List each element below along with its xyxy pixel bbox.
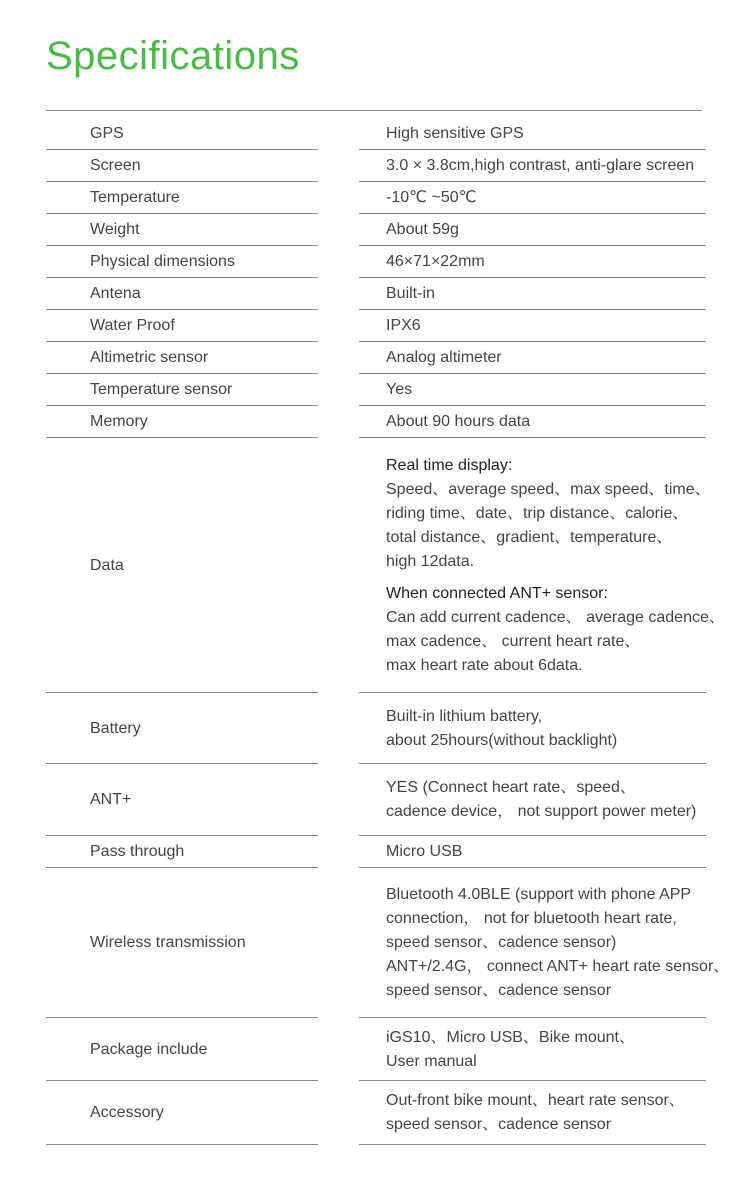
spec-value bbox=[386, 406, 530, 438]
spec-value bbox=[386, 836, 462, 868]
spec-key: Wireless transmission bbox=[90, 934, 246, 951]
spec-row bbox=[0, 150, 750, 182]
spec-key: Accessory bbox=[90, 1104, 164, 1121]
spec-value-line: High sensitive GPS bbox=[386, 125, 524, 142]
spec-value-line: IPX6 bbox=[386, 317, 421, 334]
spec-value bbox=[386, 693, 617, 764]
spec-key: Physical dimensions bbox=[90, 253, 235, 270]
spec-value-line: About 59g bbox=[386, 221, 459, 238]
spec-row bbox=[0, 1081, 750, 1145]
spec-value-line: Speed、average speed、max speed、time、 bbox=[386, 480, 711, 498]
spec-value-line: max cadence、 current heart rate、 bbox=[386, 632, 641, 650]
spec-value-line: Bluetooth 4.0BLE (support with phone APP bbox=[386, 886, 692, 903]
row-divider-right bbox=[359, 1144, 706, 1145]
spec-row bbox=[0, 278, 750, 310]
spec-value-line: 3.0 × 3.8cm,high contrast, anti-glare screen bbox=[386, 157, 695, 174]
spec-value bbox=[386, 246, 485, 278]
spec-row bbox=[0, 406, 750, 438]
spec-value-subheading: Real time display: bbox=[386, 456, 513, 474]
spec-value-line: About 90 hours data bbox=[386, 413, 531, 430]
spec-value-line: high 12data. bbox=[386, 552, 475, 570]
spec-row bbox=[0, 868, 750, 1018]
spec-value-line: Micro USB bbox=[386, 843, 463, 860]
spec-row bbox=[0, 310, 750, 342]
spec-row bbox=[0, 693, 750, 764]
spec-value-line: cadence device， not support power meter) bbox=[386, 803, 697, 820]
spec-value-line: Out-front bike mount、heart rate sensor、 bbox=[386, 1092, 685, 1109]
spec-key: Data bbox=[90, 556, 124, 574]
spec-value bbox=[386, 310, 421, 342]
spec-value-line: iGS10、Micro USB、Bike mount、 bbox=[386, 1028, 635, 1046]
spec-row bbox=[0, 118, 750, 150]
spec-value-line: total distance、gradient、temperature、 bbox=[386, 528, 673, 546]
spec-value bbox=[386, 868, 729, 1018]
spec-key: ANT+ bbox=[90, 791, 132, 808]
spec-value-line: Yes bbox=[386, 381, 413, 398]
spec-key: Antena bbox=[90, 285, 141, 302]
spec-value bbox=[386, 214, 459, 246]
spec-value-line: Can add current cadence、 average cadence、 bbox=[386, 608, 725, 626]
spec-value-line: riding time、date、trip distance、calorie、 bbox=[386, 504, 689, 522]
spec-key: Temperature sensor bbox=[90, 381, 233, 398]
spec-key: Temperature bbox=[90, 189, 180, 206]
spec-row bbox=[0, 374, 750, 406]
spec-value-line: speed sensor、cadence sensor bbox=[386, 982, 612, 999]
page-title: Specifications bbox=[46, 34, 300, 78]
spec-value bbox=[386, 438, 725, 693]
spec-value-line: YES (Connect heart rate、speed、 bbox=[386, 779, 636, 796]
spec-value-line: speed sensor、cadence sensor) bbox=[386, 934, 617, 951]
spec-row bbox=[0, 438, 750, 693]
spec-value-line: -10℃ ~50℃ bbox=[386, 189, 477, 206]
spec-row bbox=[0, 214, 750, 246]
row-divider-left bbox=[46, 1144, 318, 1145]
spec-value bbox=[386, 182, 477, 214]
spec-value bbox=[386, 374, 412, 406]
spec-row bbox=[0, 246, 750, 278]
spec-key: Weight bbox=[90, 221, 140, 238]
spec-value-line: Analog altimeter bbox=[386, 349, 502, 366]
spec-key: Water Proof bbox=[90, 317, 175, 334]
spec-value bbox=[386, 764, 696, 836]
spec-value bbox=[386, 150, 694, 182]
spec-value-line: speed sensor、cadence sensor bbox=[386, 1116, 612, 1133]
spec-value-line: max heart rate about 6data. bbox=[386, 656, 583, 674]
spec-row bbox=[0, 764, 750, 836]
spec-key: Pass through bbox=[90, 843, 185, 860]
spec-key: GPS bbox=[90, 125, 124, 142]
spec-value-line: 46×71×22mm bbox=[386, 253, 485, 270]
spec-row bbox=[0, 836, 750, 868]
spec-key: Package include bbox=[90, 1040, 208, 1058]
spec-key: Memory bbox=[90, 413, 148, 430]
spec-value-line: Built-in bbox=[386, 285, 435, 302]
spec-value-line: ANT+/2.4G， connect ANT+ heart rate sensor、 bbox=[386, 958, 730, 975]
spec-key: Altimetric sensor bbox=[90, 349, 209, 366]
spec-row bbox=[0, 342, 750, 374]
spec-key: Screen bbox=[90, 157, 141, 174]
spec-value bbox=[386, 278, 435, 310]
spec-value-line: connection， not for bluetooth heart rate, bbox=[386, 910, 677, 927]
spec-value-subheading: When connected ANT+ sensor: bbox=[386, 584, 608, 602]
spec-value bbox=[386, 118, 524, 150]
top-divider bbox=[46, 110, 702, 111]
spec-value-line: Built-in lithium battery, bbox=[386, 707, 543, 725]
spec-row bbox=[0, 1018, 750, 1081]
spec-key: Battery bbox=[90, 719, 141, 737]
spec-value-line: about 25hours(without backlight) bbox=[386, 731, 618, 749]
spec-value bbox=[386, 1018, 635, 1081]
spec-value bbox=[386, 1081, 685, 1145]
spec-value-line: User manual bbox=[386, 1052, 477, 1070]
spec-row bbox=[0, 182, 750, 214]
spec-value bbox=[386, 342, 502, 374]
